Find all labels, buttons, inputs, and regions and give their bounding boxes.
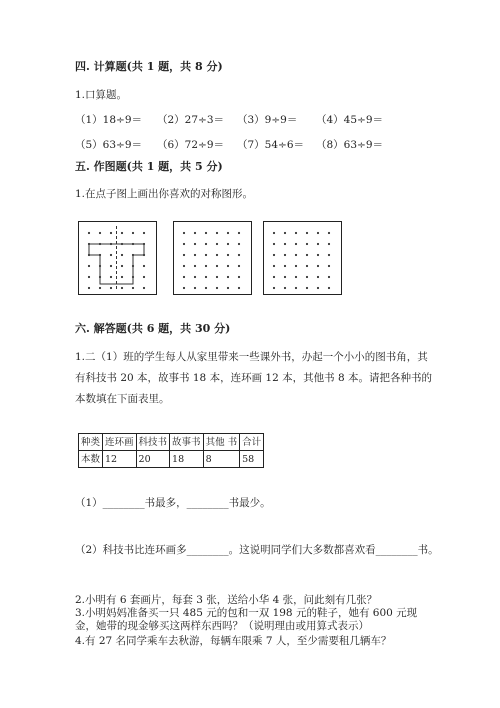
grid-dot — [194, 232, 196, 234]
grid-dot — [183, 276, 185, 278]
grid-dot — [238, 254, 240, 256]
grid-dot — [273, 254, 275, 256]
section6-q3: 3.小明妈妈准备买一只 485 元的包和一双 198 元的鞋子，她有 600 元现金，她带的现金够买这两样东西吗？（说明理由或用算式表示） — [75, 607, 418, 632]
example-symmetric-figure — [89, 226, 144, 290]
grid-dot — [238, 287, 240, 289]
grid-dot — [216, 287, 218, 289]
grid-dot — [132, 287, 134, 289]
grid-dot — [216, 232, 218, 234]
grid-dot — [121, 265, 123, 267]
grid-dot — [238, 232, 240, 234]
grid-dot — [284, 265, 286, 267]
grid-dot — [328, 276, 330, 278]
calc-item: （3）9÷9＝ — [237, 114, 298, 126]
grid-dot — [328, 232, 330, 234]
grid-dot — [284, 276, 286, 278]
calc-item: （2）27÷3＝ — [157, 114, 225, 126]
table-cell: 18 — [170, 451, 204, 468]
grid-dot — [143, 265, 145, 267]
table-header-cell: 种类 — [79, 434, 103, 451]
grid-dot — [205, 265, 207, 267]
grid-dot — [132, 232, 134, 234]
grid-dot — [306, 232, 308, 234]
section5-q1-text: 1.在点子图上画出你喜欢的对称图形。 — [75, 188, 254, 200]
grid-dot — [227, 232, 229, 234]
grid-dot — [306, 254, 308, 256]
grid-dot — [238, 276, 240, 278]
grid-dot — [110, 287, 112, 289]
grid-dot — [295, 232, 297, 234]
table-cell: 本数 — [79, 451, 103, 468]
grid-dot — [143, 287, 145, 289]
calc-item: （8）63÷9＝ — [316, 139, 384, 151]
grid-dot — [295, 276, 297, 278]
grid-dot — [143, 276, 145, 278]
grid-dot — [273, 287, 275, 289]
grid-dot — [121, 276, 123, 278]
table-cell: 12 — [103, 451, 137, 468]
grid-dot — [295, 243, 297, 245]
grid-dot — [205, 232, 207, 234]
grid-dot — [99, 232, 101, 234]
grid-dot — [306, 276, 308, 278]
grid-dot — [227, 276, 229, 278]
grid-dot — [284, 287, 286, 289]
table-row — [79, 451, 264, 468]
grid-dot — [143, 232, 145, 234]
grid-dot — [328, 254, 330, 256]
grid-dot — [317, 265, 319, 267]
grid-dot — [88, 287, 90, 289]
grid-dot — [273, 276, 275, 278]
grid-dot — [216, 276, 218, 278]
grid-dot — [317, 287, 319, 289]
grid-dot — [205, 254, 207, 256]
grid-dot — [88, 265, 90, 267]
grid-dot — [273, 265, 275, 267]
grid-dot — [328, 265, 330, 267]
grid-dot — [216, 243, 218, 245]
grid-dot — [328, 243, 330, 245]
grid-dot — [284, 254, 286, 256]
grid-dot — [88, 232, 90, 234]
grid-dot — [205, 287, 207, 289]
section4-q1-label: 1.口算题。 — [75, 89, 128, 101]
grid-dot — [273, 232, 275, 234]
grid-dot — [306, 287, 308, 289]
grid-dot — [194, 287, 196, 289]
grid-dot — [238, 265, 240, 267]
grid-dot — [99, 287, 101, 289]
section4-heading: 四. 计算题(共 1 题，共 8 分) — [75, 60, 223, 73]
grid-dot — [227, 254, 229, 256]
table-header-cell: 故事书 — [170, 434, 204, 451]
table-cell: 8 — [203, 451, 240, 468]
grid-dot — [216, 265, 218, 267]
grid-dot — [194, 243, 196, 245]
grid-dot — [183, 287, 185, 289]
grid-dot — [328, 287, 330, 289]
grid-dot — [317, 243, 319, 245]
section6-heading: 六. 解答题(共 6 题，共 30 分) — [75, 322, 231, 335]
grid-dot — [183, 254, 185, 256]
grid-dot — [110, 265, 112, 267]
grid-dot — [273, 243, 275, 245]
grid-dot — [227, 287, 229, 289]
section6-sub1: （1）________书最多，________书最少。 — [75, 497, 271, 509]
grid-dot — [194, 276, 196, 278]
calc-item: （6）72÷9＝ — [157, 139, 225, 151]
table-header-cell: 其他 书 — [203, 434, 240, 451]
table-header-cell: 合计 — [240, 434, 264, 451]
grid-dot — [194, 265, 196, 267]
grid-dot — [317, 254, 319, 256]
grid-dot — [121, 254, 123, 256]
section6-sub2: （2）科技书比连环画多________。这说明同学们大多数都喜欢看________书。 — [75, 544, 439, 556]
grid-dot — [216, 254, 218, 256]
grid-dot — [306, 243, 308, 245]
grid-dot — [227, 265, 229, 267]
grid-dot — [205, 243, 207, 245]
grid-dot — [110, 276, 112, 278]
book-count-table — [78, 433, 264, 468]
grid-dot — [295, 265, 297, 267]
grid-dot — [110, 254, 112, 256]
grid-dot — [227, 243, 229, 245]
grid-dot — [183, 265, 185, 267]
section6-q2: 2.小明有 6 套画片，每套 3 张，送给小华 4 张，问此刻有几张？ — [75, 594, 378, 606]
grid-dot — [295, 254, 297, 256]
grid-dot — [295, 287, 297, 289]
grid-dot — [317, 276, 319, 278]
grid-dot — [317, 232, 319, 234]
calc-item: （7）54÷6＝ — [237, 139, 305, 151]
grid-dot — [110, 232, 112, 234]
grid-dot — [183, 232, 185, 234]
grid-dot — [284, 232, 286, 234]
grid-dot — [284, 243, 286, 245]
table-header-cell: 科技书 — [136, 434, 170, 451]
grid-dot — [183, 243, 185, 245]
table-header-row — [79, 434, 264, 451]
grid-dot — [121, 287, 123, 289]
section6-q1-text: 1.二（1）班的学生每人从家里带来一些课外书，办起一个小小的图书角，其有科技书 20 本，故事书 18 本，连环画 12 本，其他书 8 本。请把各种书的本数填在下面表里。 — [75, 351, 432, 405]
grid-dot — [238, 243, 240, 245]
grid-dot — [205, 276, 207, 278]
table-cell: 20 — [136, 451, 170, 468]
table-cell: 58 — [240, 451, 264, 468]
section5-heading: 五. 作图题(共 1 题，共 5 分) — [75, 160, 223, 173]
table-header-cell: 连环画 — [103, 434, 137, 451]
calc-item: （4）45÷9＝ — [316, 114, 384, 126]
section6-q4: 4.有 27 名同学乘车去秋游，每辆车限乘 7 人，至少需要租几辆车？ — [75, 635, 392, 647]
calc-item: （1）18÷9＝ — [75, 114, 143, 126]
grid-dot — [88, 276, 90, 278]
grid-dot — [306, 265, 308, 267]
grid-dot — [194, 254, 196, 256]
grid-dot — [121, 232, 123, 234]
calc-item: （5）63÷9＝ — [75, 139, 143, 151]
